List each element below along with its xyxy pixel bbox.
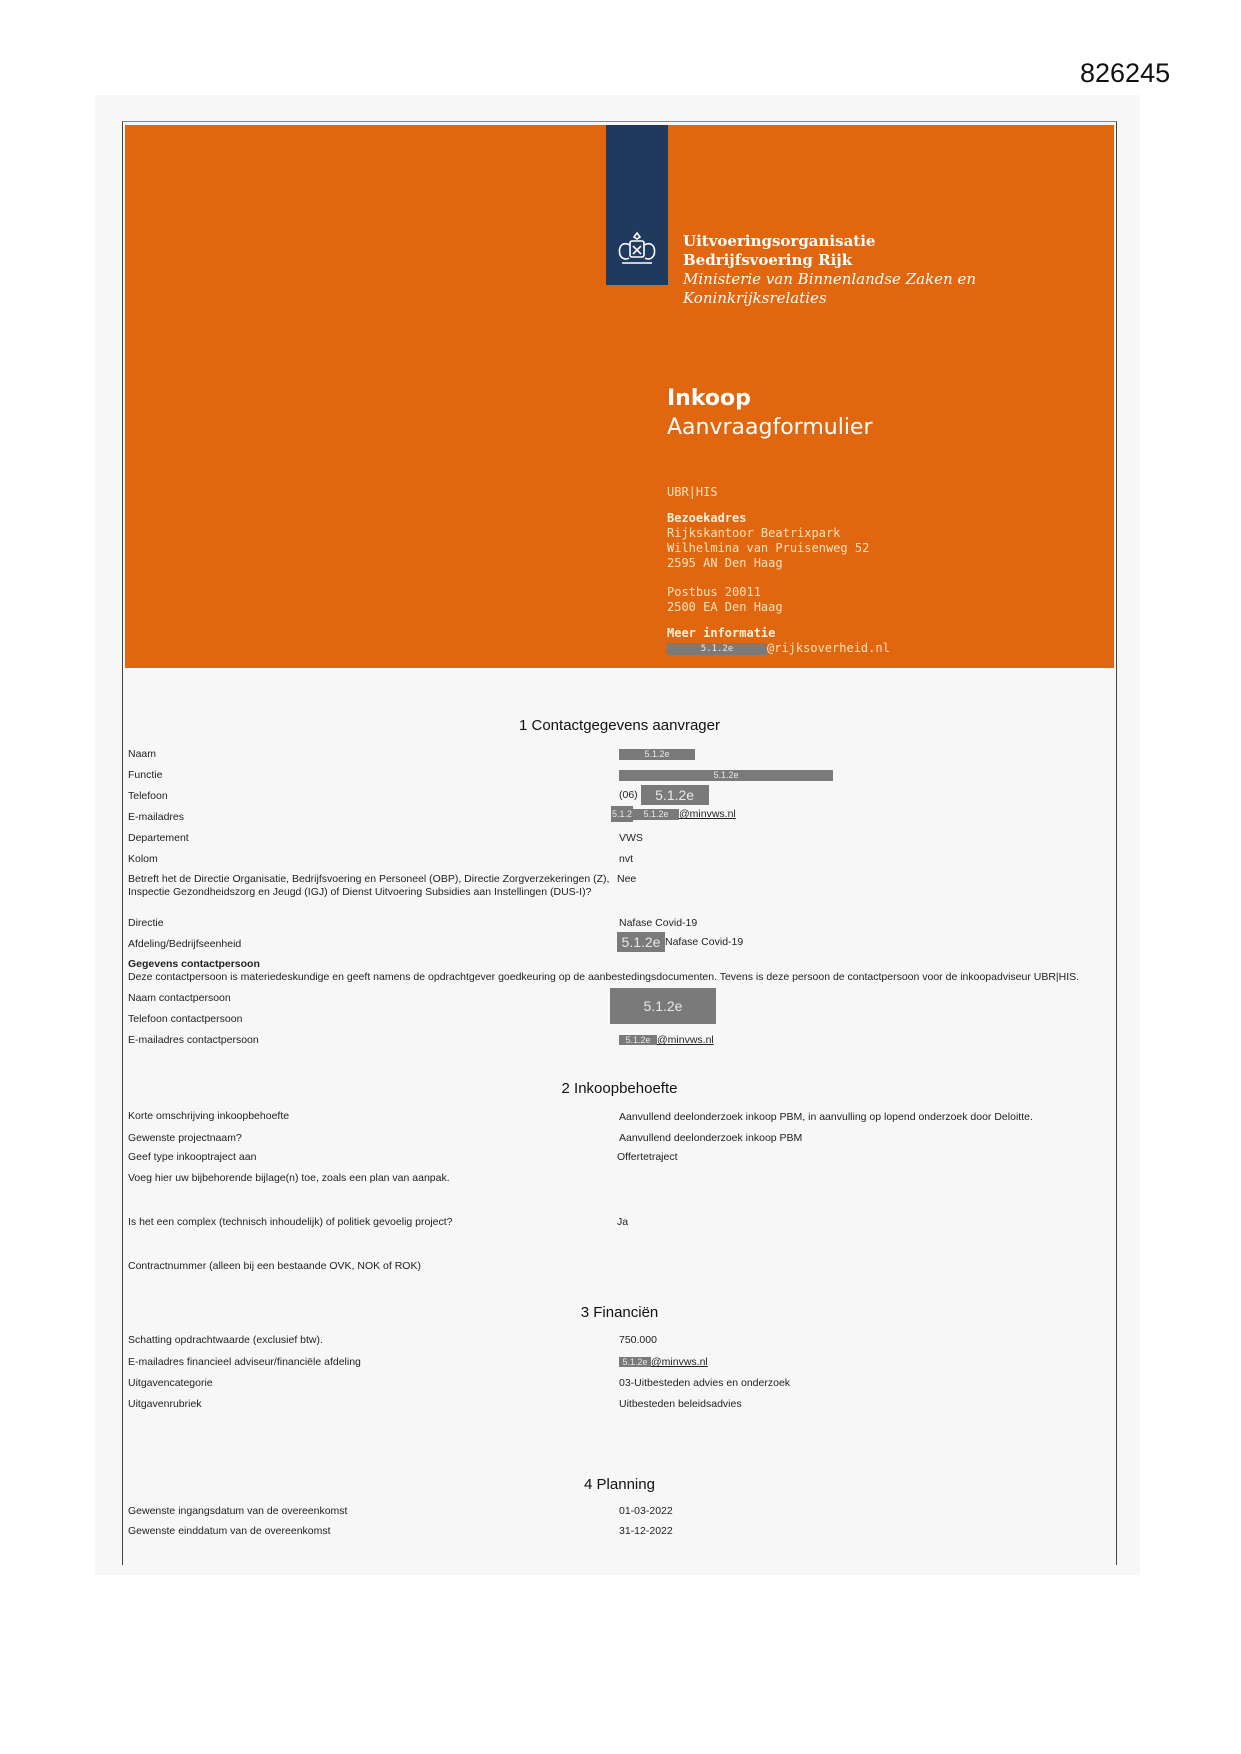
field-label: Is het een complex (technisch inhoudelijk) of politiek gevoelig project? — [128, 1216, 453, 1228]
redacted-block: 5.1.2e — [619, 1035, 657, 1045]
field-label: E-mailadres financieel adviseur/financiële afdeling — [128, 1356, 361, 1368]
rijksoverheid-logo — [606, 125, 668, 285]
email-link[interactable]: @minvws.nl — [651, 1356, 708, 1368]
email-link[interactable]: @minvws.nl — [657, 1034, 714, 1046]
field-label: E-mailadres — [128, 811, 185, 823]
section-heading: 3 Financiën — [580, 1304, 659, 1321]
redacted-block: 5.1.2e — [641, 785, 709, 805]
field-label: Directie — [128, 917, 164, 929]
visit-address-line: Wilhelmina van Pruisenweg 52 — [667, 541, 870, 555]
redacted-block: 5.1.2e — [619, 1357, 651, 1367]
field-label: Gewenste ingangsdatum van de overeenkomst — [128, 1505, 348, 1517]
field-label: Gewenste projectnaam? — [128, 1132, 242, 1144]
field-value: nvt — [619, 853, 634, 865]
document-title: Inkoop — [667, 386, 751, 411]
postal-address — [667, 585, 783, 615]
more-info-heading: Meer informatie — [667, 626, 776, 640]
visit-address-line: 2595 AN Den Haag — [667, 556, 783, 570]
org-line-1: Uitvoeringsorganisatie — [683, 232, 876, 250]
field-value: Aanvullend deelonderzoek inkoop PBM, in aanvulling op lopend onderzoek door Deloitte. — [619, 1111, 1033, 1123]
field-label: Contractnummer (alleen bij een bestaande OVK, NOK of ROK) — [128, 1260, 421, 1272]
visit-address — [667, 511, 869, 571]
field-label: Telefoon contactpersoon — [128, 1013, 243, 1025]
field-value: 31-12-2022 — [619, 1525, 673, 1537]
field-label: Geef type inkooptraject aan — [128, 1151, 257, 1163]
document-title-block — [667, 386, 873, 440]
document-subtitle: Aanvraagformulier — [667, 415, 873, 440]
field-label: Kolom — [128, 853, 158, 865]
field-value: Nafase Covid-19 — [619, 917, 698, 929]
contact-note: Deze contactpersoon is materiedeskundige en geeft namens de opdrachtgever goedkeuring op de aanbestedingsdocumenten. Tevens is deze persoon de contactpersoon voor de inkoopadviseur UBR|HIS. — [128, 971, 1080, 983]
org-line-3: Ministerie van Binnenlandse Zaken en — [683, 270, 976, 288]
redacted-block: 5.1.2e — [667, 643, 767, 655]
unit-label: UBR|HIS — [667, 485, 718, 499]
field-label: Betreft het de Directie Organisatie, Bedrijfsvoering en Personeel (OBP), Directie Zorgverzekeringen (Z), Inspectie Gezondheidszorg en Jeugd (IGJ) of Dienst Uitvoering Subsidies aan Instellingen (DUS-I)? — [128, 873, 610, 898]
redacted-block: 5.1.2e — [617, 932, 665, 952]
more-info — [667, 626, 890, 656]
redacted-block: 5.1.2e — [619, 749, 695, 760]
email-link[interactable]: @minvws.nl — [679, 807, 736, 820]
field-label: Uitgavencategorie — [128, 1377, 213, 1389]
org-line-2: Bedrijfsvoering Rijk — [683, 251, 853, 269]
field-label: Uitgavenrubriek — [128, 1398, 202, 1410]
phone-prefix: (06) — [619, 788, 638, 801]
subheading: Gegevens contactpersoon — [128, 958, 260, 970]
visit-address-line: Rijkskantoor Beatrixpark — [667, 526, 841, 540]
postbus-line: 2500 EA Den Haag — [667, 600, 783, 614]
field-label: Departement — [128, 832, 189, 844]
redacted-block: 5.1.2e — [633, 809, 679, 820]
field-label: E-mailadres contactpersoon — [128, 1034, 259, 1046]
redacted-block: 5.1.2 — [611, 806, 633, 822]
section-heading: 2 Inkoopbehoefte — [561, 1080, 678, 1097]
field-value: Offertetraject — [617, 1151, 678, 1163]
organization-name — [683, 232, 976, 308]
field-label: Afdeling/Bedrijfseenheid — [128, 938, 242, 950]
field-label: Functie — [128, 769, 163, 781]
section-heading: 4 Planning — [584, 1476, 655, 1493]
field-value: Nafase Covid-19 — [665, 935, 744, 948]
field-value: Ja — [617, 1216, 629, 1228]
crest-icon — [614, 229, 660, 269]
field-label: Telefoon — [128, 790, 168, 802]
field-label: Naam contactpersoon — [128, 992, 231, 1004]
field-value: Aanvullend deelonderzoek inkoop PBM — [619, 1132, 803, 1144]
field-value: Uitbesteden beleidsadvies — [619, 1398, 742, 1410]
visit-address-heading: Bezoekadres — [667, 511, 747, 525]
postbus-line: Postbus 20011 — [667, 585, 761, 599]
field-label: Gewenste einddatum van de overeenkomst — [128, 1525, 331, 1537]
redacted-block: 5.1.2e — [619, 770, 833, 781]
field-value: 03-Uitbesteden advies en onderzoek — [619, 1377, 791, 1389]
header-banner — [125, 125, 1114, 668]
field-value: Nee — [617, 873, 637, 885]
form-page — [122, 121, 1117, 1565]
field-label: Naam — [128, 748, 157, 760]
field-label: Schatting opdrachtwaarde (exclusief btw). — [128, 1334, 323, 1346]
field-value: 750.000 — [619, 1334, 657, 1346]
document-number: 826245 — [1080, 58, 1171, 88]
org-line-4: Koninkrijksrelaties — [683, 289, 827, 307]
field-label: Voeg hier uw bijbehorende bijlage(n) toe, zoals een plan van aanpak. — [128, 1172, 450, 1184]
field-value: VWS — [619, 832, 643, 844]
field-value: 01-03-2022 — [619, 1505, 673, 1517]
redacted-block: 5.1.2e — [610, 988, 716, 1024]
section-heading: 1 Contactgegevens aanvrager — [519, 717, 720, 734]
field-label: Korte omschrijving inkoopbehoefte — [128, 1110, 290, 1122]
email-domain[interactable]: @rijksoverheid.nl — [767, 641, 890, 655]
